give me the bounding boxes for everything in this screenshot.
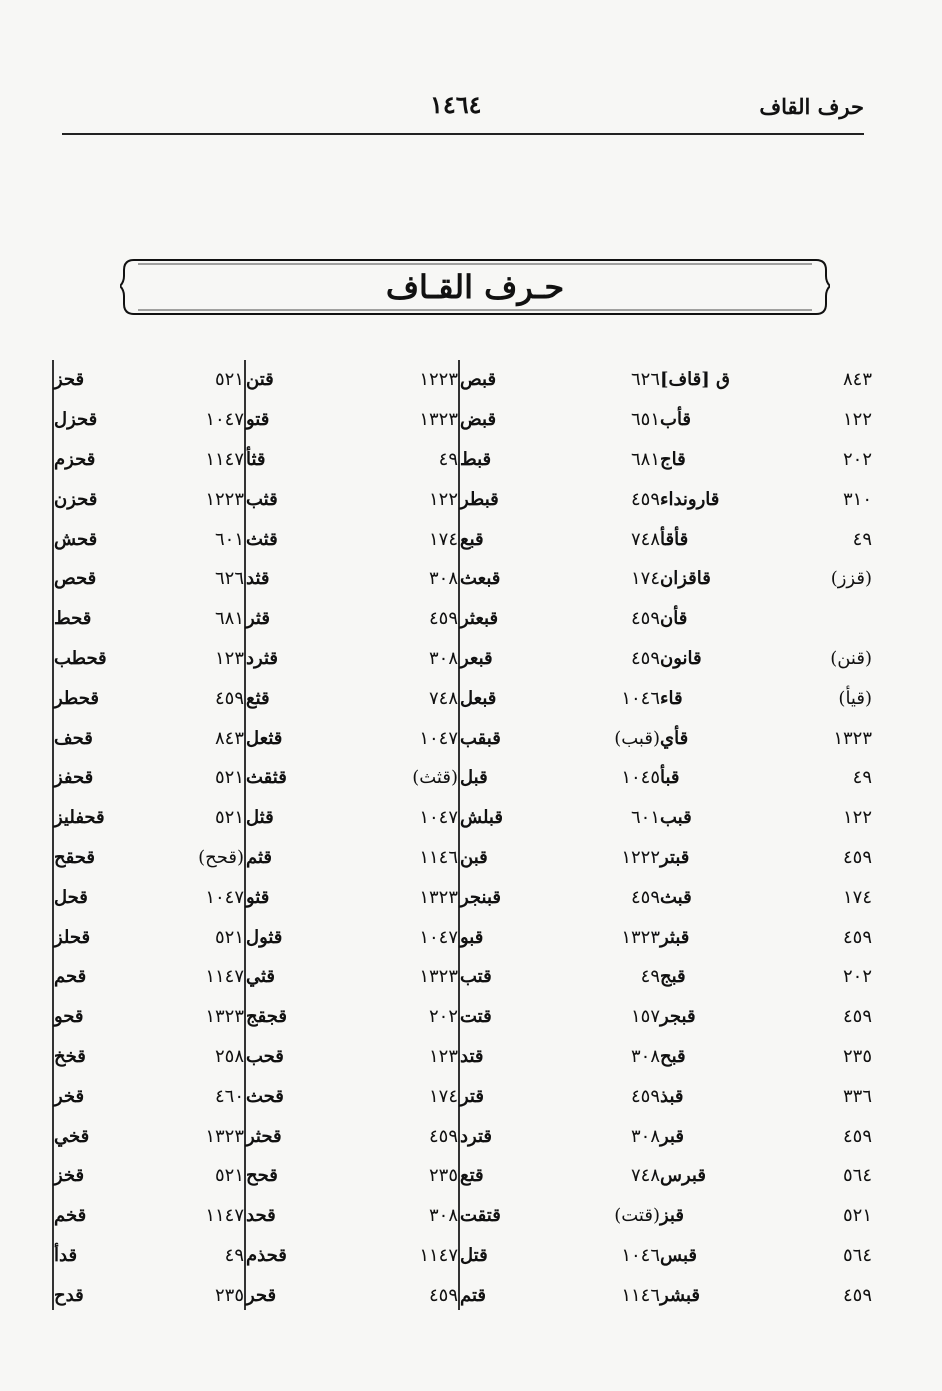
entry-word: قحفليز bbox=[54, 807, 105, 829]
entry-word: قبنجر bbox=[460, 886, 502, 908]
entry-word: قبقب bbox=[460, 727, 501, 749]
section-banner bbox=[120, 258, 830, 312]
entry-reference: (قتت) bbox=[614, 1205, 660, 1227]
entry-word: قحزم bbox=[54, 448, 96, 470]
entry-word: قاقزان bbox=[660, 568, 711, 590]
entry-word: قخز bbox=[54, 1165, 85, 1187]
index-entry bbox=[460, 997, 660, 1037]
entry-reference: ١٣٢٣ bbox=[419, 966, 458, 988]
index-entry bbox=[460, 1236, 660, 1276]
index-entry bbox=[460, 479, 660, 519]
entry-reference: ١٢٢ bbox=[842, 409, 872, 431]
entry-reference: ١١٤٧ bbox=[205, 1205, 244, 1227]
entry-reference: ٤٩ bbox=[852, 528, 872, 550]
entry-word: قأقأ bbox=[660, 528, 689, 550]
entry-reference: ٢٣٥ bbox=[842, 1045, 872, 1067]
entry-reference: ٣٠٨ bbox=[428, 1205, 458, 1227]
entry-word: قثل bbox=[246, 807, 274, 829]
page-number: ١٤٦٤ bbox=[430, 90, 482, 119]
entry-word: قخخ bbox=[54, 1045, 86, 1067]
index-entry bbox=[660, 1076, 872, 1116]
entry-reference: ١٢٢ bbox=[428, 488, 458, 510]
entry-reference: (قثث) bbox=[412, 767, 458, 789]
entry-word: قتن bbox=[246, 369, 274, 391]
index-entry bbox=[246, 400, 458, 440]
entry-word: قبح bbox=[660, 1045, 686, 1067]
index-entry bbox=[54, 1236, 244, 1276]
entry-word: قخر bbox=[54, 1085, 85, 1107]
index-entry bbox=[246, 1116, 458, 1156]
entry-word: قحح bbox=[246, 1165, 278, 1187]
index-column-1 bbox=[660, 360, 872, 1310]
index-entry bbox=[54, 639, 244, 679]
entry-word: قبط bbox=[460, 448, 492, 470]
entry-reference: ٥٢١ bbox=[214, 926, 244, 948]
index-entry bbox=[460, 1196, 660, 1236]
entry-word: قتع bbox=[460, 1165, 484, 1187]
entry-reference: ١٧٤ bbox=[428, 528, 458, 550]
entry-word: قحثر bbox=[246, 1125, 282, 1147]
entry-word: قخي bbox=[54, 1125, 90, 1147]
index-entry bbox=[54, 559, 244, 599]
entry-word: ق [قاف] bbox=[660, 369, 731, 391]
entry-reference: ١٠٤٦ bbox=[621, 687, 660, 709]
entry-word: قحقح bbox=[54, 846, 95, 868]
entry-word: قثث bbox=[246, 528, 278, 550]
entry-word: قحذم bbox=[246, 1244, 287, 1266]
index-entry bbox=[54, 1196, 244, 1236]
index-entry bbox=[246, 758, 458, 798]
index-entry bbox=[54, 400, 244, 440]
index-entry bbox=[246, 877, 458, 917]
index-entry bbox=[460, 1156, 660, 1196]
entry-word: قحف bbox=[54, 727, 93, 749]
entry-word: قاروندا‌ء bbox=[660, 488, 720, 510]
entry-reference: ٣٠٨ bbox=[630, 1045, 660, 1067]
entry-word: قثعل bbox=[246, 727, 283, 749]
entry-word: قحزل bbox=[54, 409, 98, 431]
entry-reference: ٤٥٩ bbox=[842, 1125, 872, 1147]
entry-reference: ٤٥٩ bbox=[630, 647, 660, 669]
entry-word: قتل bbox=[460, 1244, 488, 1266]
entry-word: قثي bbox=[246, 966, 276, 988]
entry-reference: ٤٥٩ bbox=[428, 1284, 458, 1306]
index-entry bbox=[660, 400, 872, 440]
entry-word: قبس bbox=[660, 1244, 697, 1266]
entry-word: قثأ bbox=[246, 448, 266, 470]
index-entry bbox=[54, 678, 244, 718]
entry-word: قحث bbox=[246, 1085, 284, 1107]
entry-reference: ٤٥٩ bbox=[842, 926, 872, 948]
index-entry bbox=[54, 1037, 244, 1077]
entry-word: قانون bbox=[660, 647, 702, 669]
index-entry bbox=[54, 997, 244, 1037]
entry-word: قدح bbox=[54, 1284, 84, 1306]
index-entry bbox=[54, 877, 244, 917]
entry-reference: ٧٤٨ bbox=[630, 528, 660, 550]
index-entry bbox=[460, 1037, 660, 1077]
entry-reference: ٤٩ bbox=[224, 1244, 244, 1266]
index-entry bbox=[54, 758, 244, 798]
entry-reference: ٤٥٩ bbox=[630, 488, 660, 510]
entry-word: قبص bbox=[460, 369, 497, 391]
index-entry bbox=[460, 400, 660, 440]
entry-word: قبثر bbox=[660, 926, 690, 948]
entry-reference: ٧٤٨ bbox=[630, 1165, 660, 1187]
index-entry bbox=[460, 1275, 660, 1315]
entry-reference: ٢٠٢ bbox=[842, 966, 872, 988]
entry-reference: ٤٦٠ bbox=[214, 1085, 244, 1107]
index-column-2 bbox=[458, 360, 660, 1310]
entry-reference: ٥٢١ bbox=[842, 1205, 872, 1227]
entry-reference: ١٢٢٣ bbox=[205, 488, 244, 510]
entry-reference: ٧٤٨ bbox=[428, 687, 458, 709]
index-entry bbox=[660, 758, 872, 798]
entry-reference: ٦٢٦ bbox=[630, 369, 660, 391]
index-entry bbox=[246, 599, 458, 639]
entry-reference: ١٠٤٧ bbox=[419, 926, 458, 948]
entry-word: قثول bbox=[246, 926, 283, 948]
entry-reference: ٤٥٩ bbox=[842, 1006, 872, 1028]
index-entry bbox=[660, 718, 872, 758]
index-entry bbox=[246, 479, 458, 519]
index-entry bbox=[460, 519, 660, 559]
entry-word: قتد bbox=[460, 1045, 484, 1067]
entry-word: قثرد bbox=[246, 647, 278, 669]
entry-word: قاء bbox=[660, 687, 683, 709]
index-entry bbox=[660, 1275, 872, 1315]
entry-word: قاج bbox=[660, 448, 686, 470]
entry-word: قثقث bbox=[246, 767, 287, 789]
index-entry bbox=[660, 678, 872, 718]
entry-reference: ٣٠٨ bbox=[630, 1125, 660, 1147]
index-entry bbox=[246, 997, 458, 1037]
entry-word: قخم bbox=[54, 1205, 87, 1227]
entry-word: قبجر bbox=[660, 1006, 696, 1028]
index-entry bbox=[460, 957, 660, 997]
index-entry bbox=[660, 957, 872, 997]
running-title: حرف القاف bbox=[759, 94, 864, 119]
entry-reference: ١٢٣ bbox=[214, 647, 244, 669]
entry-reference: ٤٥٩ bbox=[630, 608, 660, 630]
entry-word: قبذ bbox=[660, 1085, 684, 1107]
entry-reference: ٥٢١ bbox=[214, 767, 244, 789]
entry-reference: (قبب) bbox=[614, 727, 660, 749]
entry-reference: ٤٩ bbox=[438, 448, 458, 470]
entry-reference: ٥٢١ bbox=[214, 807, 244, 829]
entry-word: قثر bbox=[246, 608, 270, 630]
entry-reference: ٢٣٥ bbox=[214, 1284, 244, 1306]
entry-reference: ١٣٢٣ bbox=[205, 1125, 244, 1147]
entry-word: قبع bbox=[460, 528, 484, 550]
index-entry bbox=[246, 678, 458, 718]
entry-word: قبلش bbox=[460, 807, 503, 829]
index-entry bbox=[660, 519, 872, 559]
index-entry bbox=[246, 1076, 458, 1116]
index-entry bbox=[246, 1275, 458, 1315]
index-entry bbox=[54, 957, 244, 997]
entry-word: قحزن bbox=[54, 488, 98, 510]
entry-word: قثع bbox=[246, 687, 270, 709]
entry-reference: ٤٥٩ bbox=[630, 1085, 660, 1107]
entry-reference: ٦٨١ bbox=[214, 608, 244, 630]
entry-reference: ١٣٢٣ bbox=[621, 926, 660, 948]
header-rule bbox=[62, 133, 864, 135]
entry-word: قأي bbox=[660, 727, 689, 749]
entry-reference: ١٧٤ bbox=[842, 886, 872, 908]
index-entry bbox=[54, 479, 244, 519]
entry-word: قحط bbox=[54, 608, 92, 630]
entry-word: قثم bbox=[246, 846, 273, 868]
index-entry bbox=[660, 360, 872, 400]
index-entry bbox=[460, 877, 660, 917]
entry-word: قحطر bbox=[54, 687, 99, 709]
entry-word: قجقج bbox=[246, 1006, 287, 1028]
entry-word: قبرس bbox=[660, 1165, 706, 1187]
entry-reference: ١٥٧ bbox=[630, 1006, 660, 1028]
index-entry bbox=[660, 1037, 872, 1077]
entry-reference: ٢٣٥ bbox=[428, 1165, 458, 1187]
index-entry bbox=[460, 440, 660, 480]
index-entry bbox=[246, 559, 458, 599]
entry-reference: (قحح) bbox=[198, 846, 244, 868]
entry-word: قبج bbox=[660, 966, 686, 988]
entry-reference: ١١٤٧ bbox=[419, 1244, 458, 1266]
index-entry bbox=[54, 798, 244, 838]
entry-reference: (قيأ) bbox=[838, 687, 872, 709]
entry-reference: ١١٤٦ bbox=[621, 1284, 660, 1306]
entry-reference: ١٣٢٣ bbox=[419, 409, 458, 431]
entry-word: قحل bbox=[54, 886, 88, 908]
entry-reference: ١٣٢٣ bbox=[205, 1006, 244, 1028]
index-entry bbox=[660, 917, 872, 957]
entry-word: قثو bbox=[246, 886, 270, 908]
index-entry bbox=[246, 639, 458, 679]
entry-reference: ٦٠١ bbox=[630, 807, 660, 829]
index-entry bbox=[660, 440, 872, 480]
entry-reference: ٢٠٢ bbox=[842, 448, 872, 470]
entry-reference: ٦٨١ bbox=[630, 448, 660, 470]
entry-word: قحفز bbox=[54, 767, 94, 789]
index-entry bbox=[246, 360, 458, 400]
entry-reference: ٣٠٨ bbox=[428, 647, 458, 669]
entry-word: قحطب bbox=[54, 647, 107, 669]
entry-word: قبث bbox=[660, 886, 692, 908]
entry-reference: ١١٤٧ bbox=[205, 966, 244, 988]
index-entry bbox=[660, 559, 872, 599]
index-entry bbox=[460, 718, 660, 758]
index-entry bbox=[246, 1037, 458, 1077]
entry-reference: ٤٩ bbox=[852, 767, 872, 789]
entry-word: قبو bbox=[460, 926, 484, 948]
entry-reference: ٨٤٣ bbox=[214, 727, 244, 749]
entry-word: قبشر bbox=[660, 1284, 701, 1306]
index-entry bbox=[460, 1076, 660, 1116]
index-entry bbox=[246, 718, 458, 758]
entry-reference: ١٣٢٣ bbox=[833, 727, 872, 749]
entry-reference: ١٠٤٥ bbox=[621, 767, 660, 789]
index-entry bbox=[660, 997, 872, 1037]
entry-reference: ٤٥٩ bbox=[428, 608, 458, 630]
entry-word: قحب bbox=[246, 1045, 284, 1067]
entry-reference: ١٧٤ bbox=[630, 568, 660, 590]
entry-word: قبعل bbox=[460, 687, 497, 709]
index-entry bbox=[460, 798, 660, 838]
index-entry bbox=[660, 838, 872, 878]
entry-reference: (قزز) bbox=[830, 568, 872, 590]
index-entry bbox=[54, 917, 244, 957]
entry-reference: ٤٥٩ bbox=[842, 1284, 872, 1306]
index-entry bbox=[246, 838, 458, 878]
entry-word: قأب bbox=[660, 409, 692, 431]
index-entry bbox=[246, 440, 458, 480]
entry-reference: ٢٠٢ bbox=[428, 1006, 458, 1028]
index-entry bbox=[246, 917, 458, 957]
index-entry bbox=[246, 798, 458, 838]
entry-word: قتقت bbox=[460, 1205, 501, 1227]
index-entry bbox=[660, 1196, 872, 1236]
index-entry bbox=[54, 1156, 244, 1196]
entry-word: قتم bbox=[460, 1284, 487, 1306]
entry-word: قثد bbox=[246, 568, 270, 590]
entry-reference: ٣٣٦ bbox=[842, 1085, 872, 1107]
index-entry bbox=[54, 1116, 244, 1156]
index-entry bbox=[54, 440, 244, 480]
entry-reference: ١٠٤٧ bbox=[419, 807, 458, 829]
entry-reference: ١٠٤٦ bbox=[621, 1244, 660, 1266]
entry-reference: ١١٤٦ bbox=[419, 846, 458, 868]
index-entry bbox=[460, 639, 660, 679]
index-table bbox=[52, 360, 872, 1310]
entry-reference: ٦٠١ bbox=[214, 528, 244, 550]
entry-word: قبر bbox=[660, 1125, 684, 1147]
index-entry bbox=[460, 360, 660, 400]
entry-reference: ٤٩ bbox=[640, 966, 660, 988]
index-entry bbox=[660, 798, 872, 838]
index-entry bbox=[660, 1116, 872, 1156]
index-entry bbox=[660, 479, 872, 519]
index-column-3 bbox=[244, 360, 458, 1310]
entry-word: قحلز bbox=[54, 926, 91, 948]
index-entry bbox=[460, 1116, 660, 1156]
entry-reference: ٥٦٤ bbox=[842, 1244, 872, 1266]
index-entry bbox=[660, 639, 872, 679]
entry-reference: ٦٥١ bbox=[630, 409, 660, 431]
index-entry bbox=[246, 1196, 458, 1236]
entry-reference: ٥٦٤ bbox=[842, 1165, 872, 1187]
entry-reference: ٨٤٣ bbox=[842, 369, 872, 391]
entry-reference: ١٢٢٣ bbox=[419, 369, 458, 391]
index-entry bbox=[54, 838, 244, 878]
entry-word: قدأ bbox=[54, 1244, 78, 1266]
entry-reference: ١٢٣ bbox=[428, 1045, 458, 1067]
entry-reference: ٣١٠ bbox=[842, 488, 872, 510]
entry-reference: ٦٢٦ bbox=[214, 568, 244, 590]
entry-word: قحر bbox=[246, 1284, 277, 1306]
entry-reference: ٢٥٨ bbox=[214, 1045, 244, 1067]
banner-title: حـرف القـاف bbox=[385, 268, 565, 306]
entry-word: قبز bbox=[660, 1205, 684, 1227]
entry-reference: ٥٢١ bbox=[214, 369, 244, 391]
index-entry bbox=[460, 917, 660, 957]
index-entry bbox=[460, 678, 660, 718]
entry-word: قبتر bbox=[660, 846, 690, 868]
entry-word: قبن bbox=[460, 846, 488, 868]
index-entry bbox=[54, 519, 244, 559]
entry-reference: ٤٥٩ bbox=[214, 687, 244, 709]
index-entry bbox=[246, 1236, 458, 1276]
entry-word: قبض bbox=[460, 409, 497, 431]
entry-word: قبأ bbox=[660, 767, 680, 789]
index-entry bbox=[246, 957, 458, 997]
entry-reference: ١٠٤٧ bbox=[205, 409, 244, 431]
index-entry bbox=[660, 599, 872, 639]
index-entry bbox=[54, 1275, 244, 1315]
index-entry bbox=[246, 519, 458, 559]
index-entry bbox=[460, 559, 660, 599]
index-entry bbox=[54, 599, 244, 639]
index-entry bbox=[246, 1156, 458, 1196]
entry-reference: ١٢٢ bbox=[842, 807, 872, 829]
entry-reference: ٤٥٩ bbox=[842, 846, 872, 868]
entry-word: قبب bbox=[660, 807, 692, 829]
entry-reference: ١٠٤٧ bbox=[419, 727, 458, 749]
entry-word: قثب bbox=[246, 488, 278, 510]
entry-word: قتو bbox=[246, 409, 270, 431]
entry-reference: ١٣٢٣ bbox=[419, 886, 458, 908]
entry-reference: (قنن) bbox=[830, 647, 872, 669]
index-column-4 bbox=[52, 360, 244, 1310]
entry-word: قتب bbox=[460, 966, 492, 988]
entry-reference: ١١٤٧ bbox=[205, 448, 244, 470]
index-entry bbox=[54, 1076, 244, 1116]
entry-word: قتر bbox=[460, 1085, 484, 1107]
entry-word: قبل bbox=[460, 767, 488, 789]
entry-reference: ٣٠٨ bbox=[428, 568, 458, 590]
entry-word: قحد bbox=[246, 1205, 276, 1227]
entry-reference: ١٢٢٢ bbox=[621, 846, 660, 868]
index-entry bbox=[660, 1156, 872, 1196]
entry-word: قبعثر bbox=[460, 608, 499, 630]
index-entry bbox=[660, 877, 872, 917]
entry-word: قترد bbox=[460, 1125, 492, 1147]
index-entry bbox=[460, 758, 660, 798]
entry-word: قبعر bbox=[460, 647, 493, 669]
entry-reference: ١٧٤ bbox=[428, 1085, 458, 1107]
index-entry bbox=[460, 838, 660, 878]
index-entry bbox=[460, 599, 660, 639]
entry-word: قحص bbox=[54, 568, 97, 590]
entry-reference: ٤٥٩ bbox=[428, 1125, 458, 1147]
entry-reference: ٤٥٩ bbox=[630, 886, 660, 908]
index-entry bbox=[54, 360, 244, 400]
entry-word: قحش bbox=[54, 528, 98, 550]
entry-reference: ٥٢١ bbox=[214, 1165, 244, 1187]
entry-word: قحم bbox=[54, 966, 87, 988]
entry-word: قبعث bbox=[460, 568, 501, 590]
entry-word: قأن bbox=[660, 608, 688, 630]
entry-word: قحو bbox=[54, 1006, 84, 1028]
entry-word: قتت bbox=[460, 1006, 492, 1028]
index-entry bbox=[54, 718, 244, 758]
entry-word: قبطر bbox=[460, 488, 499, 510]
entry-word: قحز bbox=[54, 369, 85, 391]
index-entry bbox=[660, 1236, 872, 1276]
entry-reference: ١٠٤٧ bbox=[205, 886, 244, 908]
